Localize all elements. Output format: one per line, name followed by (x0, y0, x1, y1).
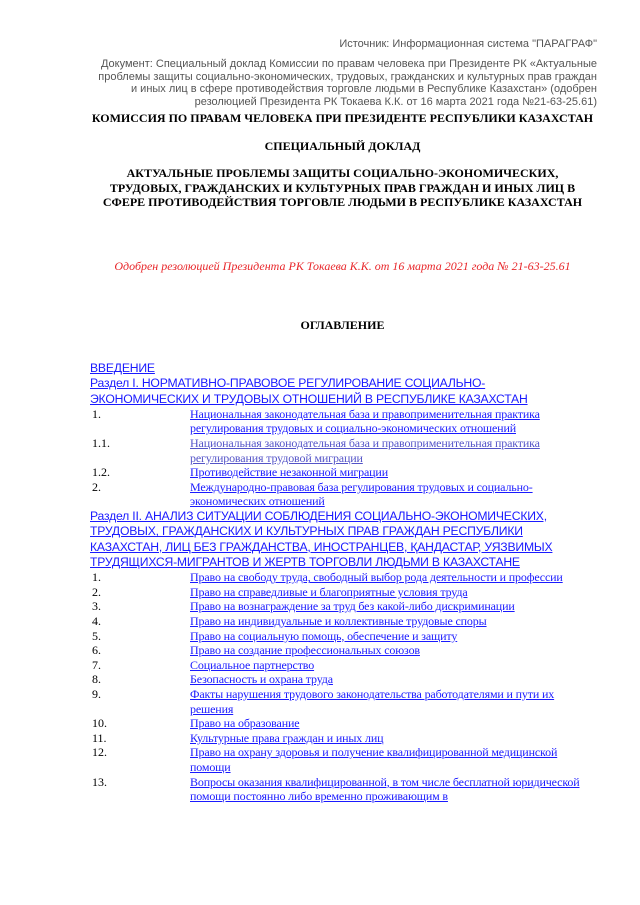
toc-row (90, 465, 590, 480)
toc-item-number: 6. (92, 643, 101, 658)
toc-link-s2-item-6[interactable]: Право на создание профессиональных союзов (190, 643, 420, 658)
toc-link-s2-item-4[interactable]: Право на индивидуальные и коллективные трудовые споры (190, 614, 487, 629)
toc-item-number: 12. (92, 745, 107, 760)
toc-link-s2-item-5[interactable]: Право на социальную помощь, обеспечение и защиту (190, 628, 458, 643)
toc-row (90, 599, 590, 614)
toc-link-s2-item-9[interactable]: Факты нарушения трудового законодательства работодателями и пути их решения (190, 686, 555, 716)
toc-item-number: 2. (92, 479, 101, 494)
toc-link-s2-item-3[interactable]: Право на вознаграждение за труд без какой-либо дискриминации (190, 599, 515, 614)
toc-link-s2-item-11[interactable]: Культурные права граждан и иных лиц (190, 730, 384, 745)
title-block (90, 111, 595, 210)
toc-row (90, 570, 590, 585)
toc-row (90, 614, 590, 629)
toc-row (90, 436, 590, 465)
document-subject: АКТУАЛЬНЫЕ ПРОБЛЕМЫ ЗАЩИТЫ СОЦИАЛЬНО-ЭКОНОМИЧЕСКИХ, ТРУДОВЫХ, ГРАЖДАНСКИХ И КУЛЬТУРНЫХ ПРАВ ГРАЖДАН И ИНЫХ ЛИЦ В СФЕРЕ ПРОТИВОДЕЙСТВИЯ ТОРГОВЛЕ ЛЮДЬМИ В РЕСПУБЛИКЕ КАЗАХСТАН (102, 166, 583, 209)
document-description: Документ: Специальный доклад Комиссии по правам человека при Президенте РК «Актуальные проблемы защиты социально-экономических, трудовых, гражданских и культурных прав граждан и иных лиц в сфере противодействия торговле людьми в Республике Казахстан» (одобрен резолюцией Президента РК Токаева К.К. от 16 марта 2021 года №21-63-25.61) (98, 58, 597, 108)
toc-item-number: 4. (92, 614, 101, 629)
toc-link-s1-item-1-1[interactable]: Национальная законодательная база и правоприменительная практика регулирования трудовой миграции (190, 436, 540, 465)
toc-item-number: 1.1. (92, 436, 110, 451)
toc-link-section-1[interactable]: Раздел I. НОРМАТИВНО-ПРАВОВОЕ РЕГУЛИРОВАНИЕ СОЦИАЛЬНО-ЭКОНОМИЧЕСКИХ И ТРУДОВЫХ ОТНОШЕНИЙ В РЕСПУБЛИКЕ КАЗАХСТАН (90, 376, 528, 406)
toc-row (90, 745, 590, 774)
toc-link-s2-item-2[interactable]: Право на справедливые и благоприятные условия труда (190, 584, 468, 599)
toc-link-s2-item-12[interactable]: Право на охрану здоровья и получение квалифицированной медицинской помощи (190, 745, 558, 774)
toc-item-number: 5. (92, 628, 101, 643)
toc-item-number: 2. (92, 584, 101, 599)
organization-title: КОМИССИЯ ПО ПРАВАМ ЧЕЛОВЕКА ПРИ ПРЕЗИДЕНТЕ РЕСПУБЛИКИ КАЗАХСТАН (91, 111, 594, 125)
toc-link-s2-item-10[interactable]: Право на образование (190, 716, 300, 731)
toc-item-number: 7. (92, 657, 101, 672)
toc-row (90, 716, 590, 731)
toc-link-s2-item-1[interactable]: Право на свободу труда, свободный выбор рода деятельности и профессии (190, 570, 563, 585)
toc-row (90, 643, 590, 658)
toc-row (90, 629, 590, 644)
toc-item-number: 3. (92, 599, 101, 614)
document-type: СПЕЦИАЛЬНЫЙ ДОКЛАД (264, 138, 421, 153)
toc-link-s2-item-13[interactable]: Вопросы оказания квалифицированной, в том числе бесплатной юридической помощи постоянно либо временно проживающим в (190, 774, 580, 804)
toc-row (90, 480, 590, 509)
toc-item-number: 11. (92, 730, 107, 745)
approval-note: Одобрен резолюцией Президента РК Токаева К.К. от 16 марта 2021 года № 21-63-25.61 (114, 259, 571, 273)
toc-item-number: 1. (92, 406, 101, 421)
toc-item-number: 8. (92, 672, 101, 687)
toc-link-section-2[interactable]: Раздел II. АНАЛИЗ СИТУАЦИИ СОБЛЮДЕНИЯ СОЦИАЛЬНО-ЭКОНОМИЧЕСКИХ, ТРУДОВЫХ, ГРАЖДАНСКИХ И КУЛЬТУРНЫХ ПРАВ ГРАЖДАН РЕСПУБЛИКИ КАЗАХСТАН, ЛИЦ БЕЗ ГРАЖДАНСТВА, ИНОСТРАНЦЕВ, ҚАНДАСТАР, УЯЗВИМЫХ ТРУДЯЩИХСЯ-МИГРАНТОВ И ЖЕРТВ ТОРГОВЛИ ЛЮДЬМИ В КАЗАХСТАНЕ (90, 509, 553, 569)
toc-item-number: 10. (92, 716, 107, 731)
toc-row (90, 775, 590, 804)
table-of-contents (90, 361, 590, 804)
toc-row (90, 585, 590, 600)
toc-link-introduction[interactable]: ВВЕДЕНИЕ (90, 361, 155, 375)
toc-link-s2-item-7[interactable]: Социальное партнерство (190, 657, 315, 672)
toc-heading: ОГЛАВЛЕНИЕ (300, 318, 385, 332)
toc-row (90, 658, 590, 673)
source-line: Источник: Информационная система "ПАРАГРАФ" (339, 38, 597, 50)
toc-row (90, 731, 590, 746)
toc-link-s2-item-8[interactable]: Безопасность и охрана труда (190, 672, 333, 687)
toc-link-s1-item-1[interactable]: Национальная законодательная база и правоприменительная практика регулирования трудовых и социально-экономических отношений (190, 406, 540, 436)
toc-row (90, 687, 590, 716)
toc-link-s1-item-2[interactable]: Международно-правовая база регулирования трудовых и социально-экономических отношений (190, 479, 533, 509)
toc-row (90, 407, 590, 436)
toc-row (90, 672, 590, 687)
toc-item-number: 1. (92, 570, 101, 585)
toc-item-number: 9. (92, 686, 101, 701)
toc-link-s1-item-1-2[interactable]: Противодействие незаконной миграции (190, 465, 388, 480)
toc-item-number: 1.2. (92, 465, 110, 480)
toc-item-number: 13. (92, 774, 107, 789)
